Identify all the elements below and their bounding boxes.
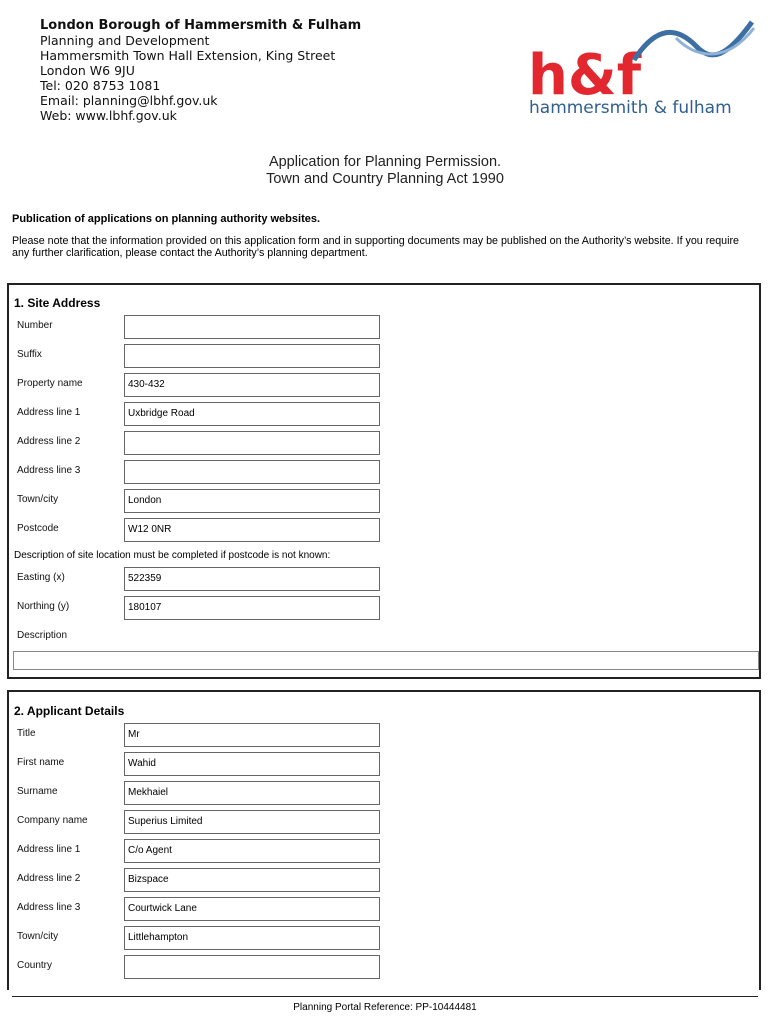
applicant-address-line-1-field[interactable]: C/o Agent (124, 839, 380, 863)
publication-note: Please note that the information provided on this application form and in supporting documents may be published on the Authority’s website. If you require any further clarification, please contact the Authority’s planning department. (12, 235, 739, 259)
applicant-address-line-2-field[interactable]: Bizspace (124, 868, 380, 892)
planning-portal-reference: Planning Portal Reference: PP-10444481 (293, 1002, 477, 1013)
logo-mark: h&f (528, 43, 642, 108)
field-label: Address line 1 (17, 407, 81, 418)
field-label: Property name (17, 378, 83, 389)
applicant-address-line-3-field[interactable]: Courtwick Lane (124, 897, 380, 921)
address-line-1-field[interactable]: Uxbridge Road (124, 402, 380, 426)
field-label: Easting (x) (17, 572, 65, 583)
property-name-field[interactable]: 430-432 (124, 373, 380, 397)
field-label: Town/city (17, 931, 59, 942)
address-line-2: London W6 9JU (40, 63, 135, 78)
field-label: Company name (17, 815, 88, 826)
field-label: Address line 1 (17, 844, 81, 855)
logo-ribbon (634, 22, 752, 60)
field-label: Address line 2 (17, 436, 81, 447)
department: Planning and Development (40, 33, 210, 48)
site-address-section (7, 283, 761, 679)
address-line-2-field[interactable] (124, 431, 380, 455)
description-field[interactable] (13, 651, 759, 670)
title-field[interactable]: Mr (124, 723, 380, 747)
field-label: Description (17, 630, 68, 641)
field-label: Surname (17, 786, 58, 797)
field-label: Address line 2 (17, 873, 81, 884)
field-label: First name (17, 757, 65, 768)
address-line-1: Hammersmith Town Hall Extension, King Street (40, 48, 336, 63)
easting-field[interactable]: 522359 (124, 567, 380, 591)
logo-text: hammersmith & fulham (529, 98, 732, 118)
form-title-line-1: Application for Planning Permission. (268, 154, 502, 170)
first-name-field[interactable]: Wahid (124, 752, 380, 776)
address-line-3-field[interactable] (124, 460, 380, 484)
applicant-details-section (7, 690, 761, 990)
publication-heading: Publication of applications on planning authority websites. (12, 213, 321, 225)
website: Web: www.lbhf.gov.uk (40, 108, 177, 123)
field-label: Suffix (17, 349, 42, 360)
field-label: Postcode (17, 523, 59, 534)
company-name-field[interactable]: Superius Limited (124, 810, 380, 834)
field-label: Title (17, 728, 36, 739)
suffix-field[interactable] (124, 344, 380, 368)
council-name: London Borough of Hammersmith & Fulham (40, 18, 362, 33)
form-title-line-2: Town and Country Planning Act 1990 (266, 171, 504, 187)
location-note: Description of site location must be completed if postcode is not known: (14, 550, 331, 561)
field-label: Number (17, 320, 53, 331)
number-field[interactable] (124, 315, 380, 339)
field-label: Country (17, 960, 53, 971)
field-label: Town/city (17, 494, 59, 505)
field-label: Address line 3 (17, 902, 81, 913)
footer-divider (12, 996, 758, 997)
council-address-block (40, 18, 361, 123)
country-field[interactable] (124, 955, 380, 979)
northing-field[interactable]: 180107 (124, 596, 380, 620)
telephone: Tel: 020 8753 1081 (40, 78, 161, 93)
section-title: 2. Applicant Details (14, 704, 125, 718)
surname-field[interactable]: Mekhaiel (124, 781, 380, 805)
applicant-town-city-field[interactable]: Littlehampton (124, 926, 380, 950)
town-city-field[interactable]: London (124, 489, 380, 513)
field-label: Northing (y) (17, 601, 70, 612)
section-title: 1. Site Address (14, 296, 101, 310)
postcode-field[interactable]: W12 0NR (124, 518, 380, 542)
email: Email: planning@lbhf.gov.uk (40, 93, 218, 108)
field-label: Address line 3 (17, 465, 81, 476)
